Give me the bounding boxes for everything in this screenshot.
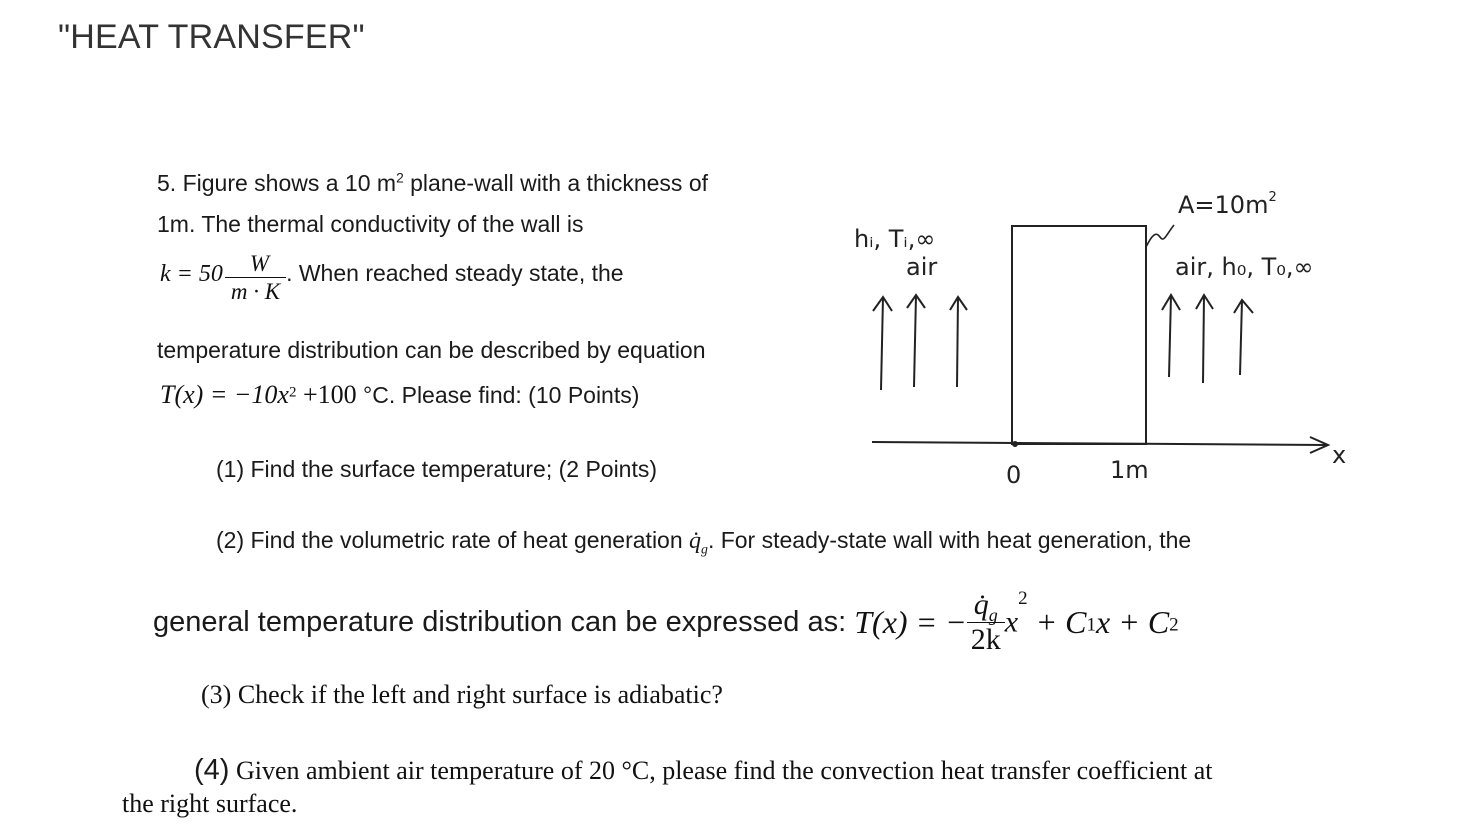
q4-number: (4) (194, 754, 230, 786)
area-leader-line (1146, 225, 1174, 247)
problem-line-1 (157, 170, 708, 197)
qdot: q̇ (973, 588, 989, 621)
text: Given ambient air temperature of 20 °C, please find the convection heat transfer coefficient at (229, 756, 1213, 785)
temperature-equation (160, 380, 639, 410)
sup-2: 2 (1018, 588, 1028, 610)
area-label (1178, 190, 1277, 219)
question-4-line-1 (194, 754, 1213, 787)
left-convection-label: hᵢ, Tᵢ,∞ (854, 225, 936, 253)
qdot-symbol: q̇ (689, 528, 702, 554)
left-airflow-arrows-icon (873, 295, 967, 390)
k-numerator: W (249, 251, 270, 276)
text: 5. Figure shows a 10 m (157, 170, 397, 196)
text: (2) Find the volumetric rate of heat generation (216, 527, 690, 553)
subscript: g (701, 541, 708, 557)
x-origin-label: 0 (1006, 461, 1022, 489)
sub-1: 1 (1086, 614, 1097, 636)
gen-eq-denominator (967, 622, 1005, 655)
superscript: 2 (396, 170, 404, 186)
text: plane-wall with a thickness of (403, 170, 709, 196)
question-3: (3) Check if the left and right surface is adiabatic? (201, 680, 723, 709)
right-airflow-arrows-icon (1162, 295, 1253, 383)
wall-diagram-svg (840, 165, 1400, 500)
problem-line-3: . When reached steady state, the (286, 260, 624, 287)
problem-line-4: temperature distribution can be described by equation (157, 337, 706, 363)
wall-rect (1012, 226, 1146, 444)
gen-eq-lhs: T(x) = − (854, 604, 967, 640)
c1: + C (1027, 604, 1087, 640)
gen-eq-numerator (967, 588, 1005, 625)
problem-line-5: °C. Please find: (10 Points) (356, 382, 640, 408)
conductivity-equation (160, 252, 624, 303)
page-title: "HEAT TRANSFER" (58, 18, 365, 56)
problem-line-2: 1m. The thermal conductivity of the wall is (157, 211, 584, 237)
text: . For steady-state wall with heat generation, the (707, 527, 1192, 553)
right-convection-label: air, h₀, T₀,∞ (1175, 253, 1314, 281)
area-text: A=10m (1178, 191, 1269, 219)
c2: x + C (1096, 604, 1170, 640)
area-sup: 2 (1268, 190, 1277, 205)
sub-2: 2 (1169, 614, 1179, 636)
question-1: (1) Find the surface temperature; (2 Points) (216, 456, 658, 482)
gen-eq-fraction (967, 590, 1005, 655)
x-end-label: 1m (1110, 456, 1149, 484)
den-text: 2k (970, 623, 1001, 656)
k-denominator: m · K (225, 277, 286, 303)
question-2 (216, 527, 1191, 555)
k-fraction (225, 252, 286, 303)
general-equation-line (153, 590, 1179, 655)
question-4-line-2: the right surface. (122, 789, 298, 818)
eq-sup: 2 (288, 384, 297, 401)
eq-rest: +100 (296, 380, 357, 409)
x: x (1004, 605, 1019, 639)
sub-g: g (988, 605, 998, 625)
wall-diagram (840, 165, 1400, 500)
k-lhs (160, 261, 223, 287)
x-axis-label: x (1332, 441, 1347, 469)
origin-dot (1012, 441, 1018, 447)
k-lhs-text: k = 50 (160, 261, 223, 288)
text: general temperature distribution can be expressed as: (153, 606, 855, 638)
eq-lhs: T(x) = −10x (160, 380, 289, 409)
left-air-label: air (906, 253, 938, 281)
